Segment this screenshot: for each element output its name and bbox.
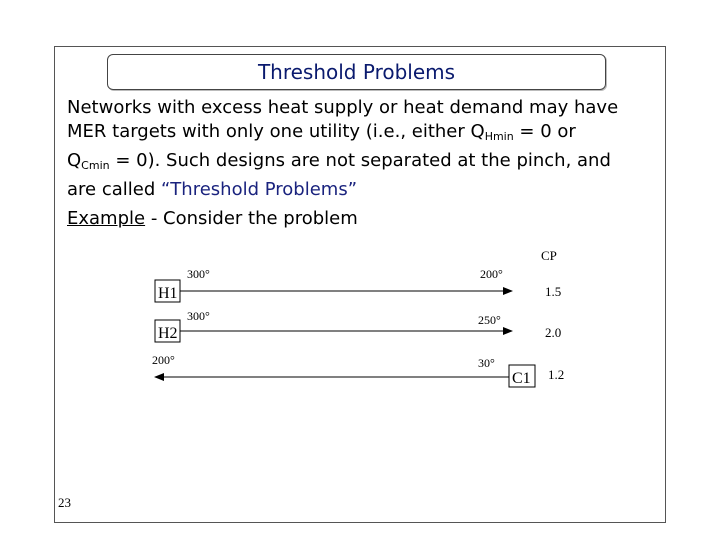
stream-c1: [152, 353, 564, 387]
paragraph-line-4: [67, 178, 657, 202]
slide-number: 23: [58, 495, 71, 510]
intro-paragraph: [67, 96, 657, 202]
stream-h1-supply-temp: 300°: [187, 267, 210, 281]
paragraph-line-2-pre: MER targets with only one utility (i.e., either Q: [67, 121, 485, 142]
paragraph-line-4-pre: are called: [67, 179, 161, 200]
paragraph-line-3-pre: Q: [67, 150, 82, 171]
cp-header: CP: [541, 248, 557, 263]
stream-h1-cp: 1.5: [545, 284, 562, 299]
paragraph-line-1-text: Networks with excess heat supply or heat demand may have: [67, 97, 619, 118]
paragraph-line-2: [67, 120, 657, 149]
paragraph-line-1: [67, 96, 657, 120]
stream-c1-supply-temp: 30°: [478, 356, 495, 370]
threshold-quote: “Threshold Problems”: [160, 179, 358, 200]
paragraph-line-3-post: = 0). Such designs are not separated at the pinch, and: [109, 150, 611, 171]
stream-c1-label: C1: [512, 370, 531, 387]
example-word: Example: [67, 208, 146, 229]
paragraph-line-3: [67, 149, 657, 178]
paragraph-line-2-post: = 0 or: [513, 121, 576, 142]
example-rest: - Consider the problem: [145, 208, 358, 229]
page-title: Threshold Problems: [257, 60, 456, 84]
stream-c1-cp: 1.2: [548, 367, 565, 382]
stream-h2-supply-temp: 300°: [187, 309, 210, 323]
qcmin-subscript: Cmin: [81, 159, 110, 172]
stream-h2-cp: 2.0: [545, 325, 562, 340]
stream-h2-target-temp: 250°: [478, 313, 501, 327]
stream-h2: [155, 309, 561, 342]
stream-h1: [155, 267, 561, 302]
stream-h2-label: H2: [158, 325, 178, 342]
stream-h1-target-temp: 200°: [480, 267, 503, 281]
example-line: [67, 207, 358, 231]
stream-c1-target-temp: 200°: [152, 353, 175, 367]
stream-diagram: [140, 240, 580, 400]
qhmin-subscript: Hmin: [484, 130, 514, 143]
stream-h1-label: H1: [158, 285, 178, 302]
title-box: [107, 54, 606, 90]
